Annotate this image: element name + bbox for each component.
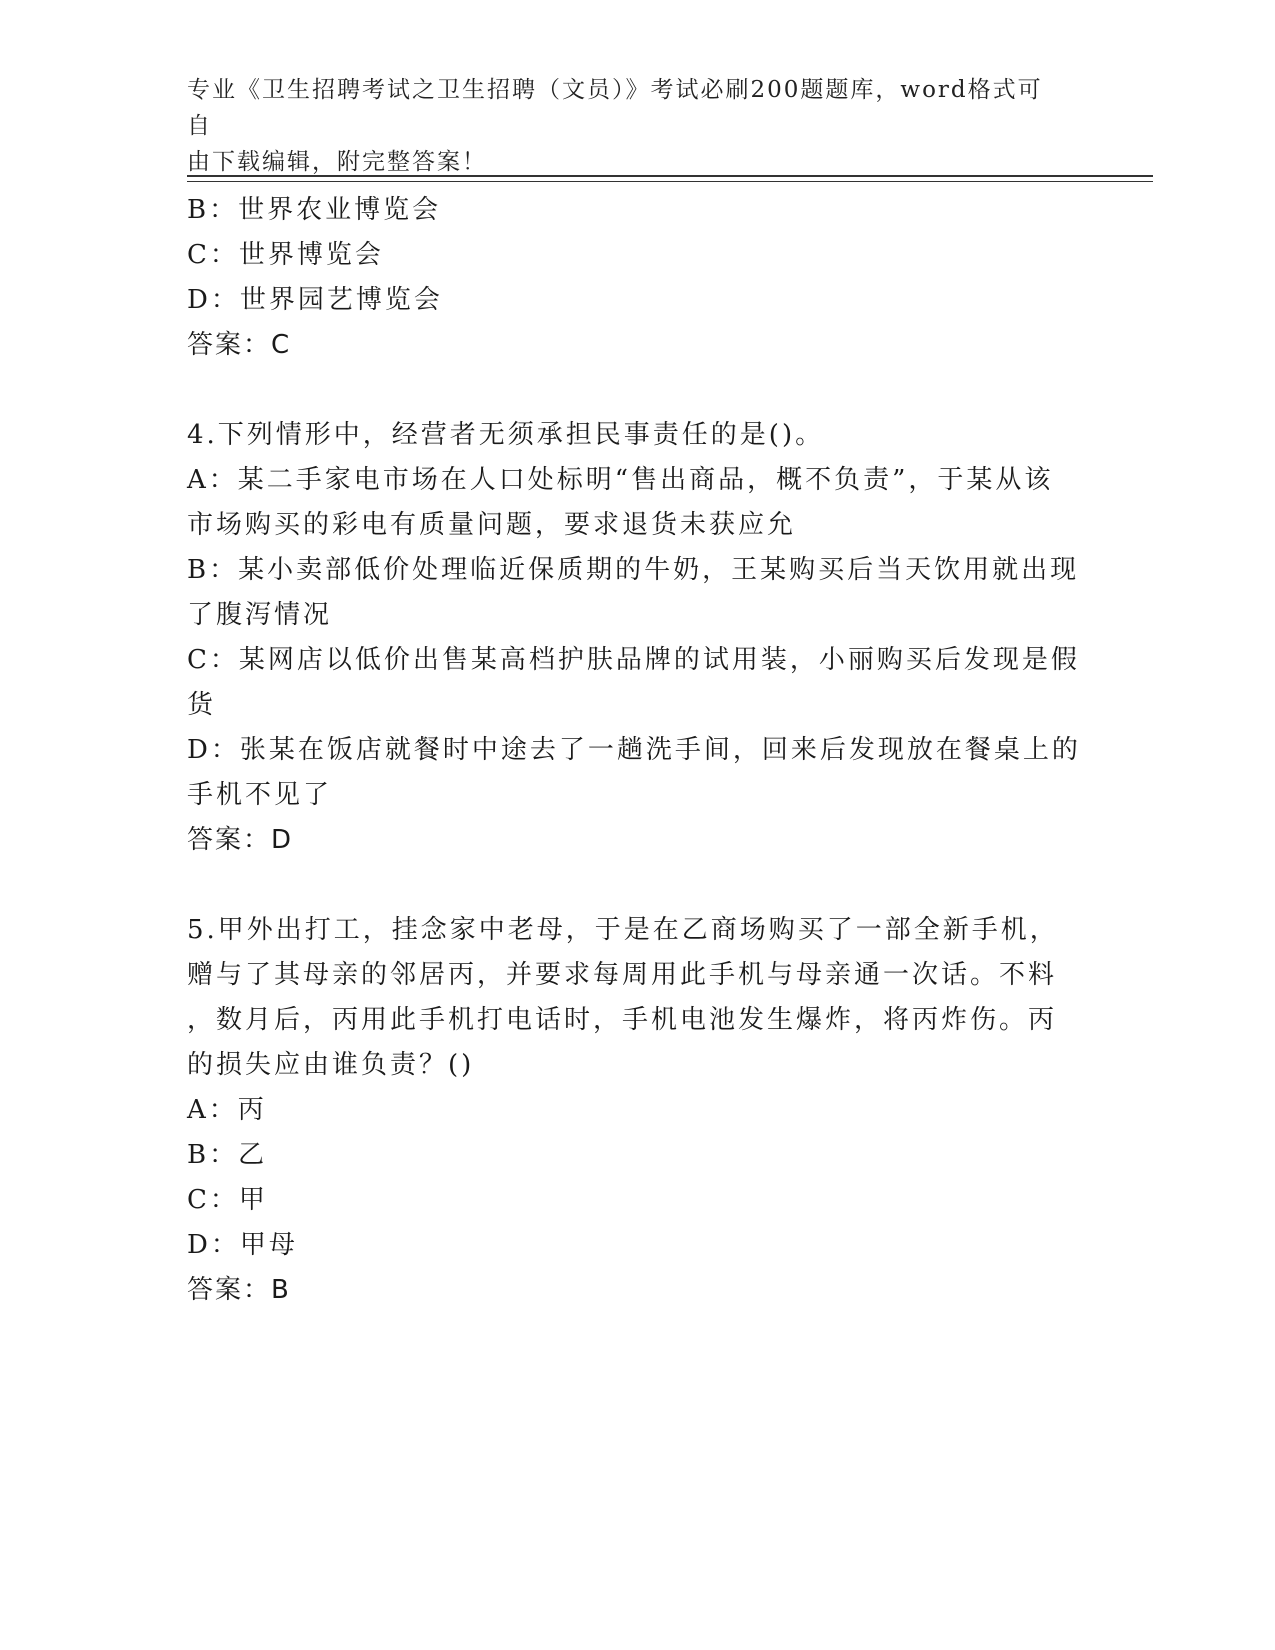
- q3-answer: 答案：C: [187, 330, 292, 360]
- header-divider-thick: [187, 175, 1153, 177]
- q5-stem-line-3: ，数月后，丙用此手机打电话时，手机电池发生爆炸，将丙炸伤。丙: [187, 1005, 1058, 1035]
- header-divider-thin: [187, 181, 1153, 182]
- q3-option-d: D：世界园艺博览会: [187, 285, 443, 315]
- q5-stem-line-2: 赠与了其母亲的邻居丙，并要求每周用此手机与母亲通一次话。不料: [187, 960, 1058, 990]
- q3-option-c: C：世界博览会: [187, 240, 384, 270]
- q4-answer: 答案：D: [187, 825, 294, 855]
- q4-option-d-line-2: 手机不见了: [187, 780, 333, 810]
- header-line-2: 由下载编辑，附完整答案！: [187, 149, 487, 175]
- q5-option-c: C：甲: [187, 1185, 268, 1215]
- q5-option-d: D：甲母: [187, 1230, 298, 1260]
- q4-stem: 4.下列情形中，经营者无须承担民事责任的是()。: [187, 420, 825, 450]
- spacer: [187, 368, 1077, 413]
- q4-option-b-line-1: B：某小卖部低价处理临近保质期的牛奶，王某购买后当天饮用就出现: [187, 555, 1080, 585]
- q4-option-d-line-1: D：张某在饭店就餐时中途去了一趟洗手间，回来后发现放在餐桌上的: [187, 735, 1081, 765]
- q5-answer: 答案：B: [187, 1275, 291, 1305]
- q4-option-c-line-1: C：某网店以低价出售某高档护肤品牌的试用装，小丽购买后发现是假: [187, 645, 1080, 675]
- question-3-block: [187, 188, 1077, 368]
- q4-option-a-line-1: A：某二手家电市场在人口处标明“售出商品，概不负责”，于某从该: [187, 465, 1054, 495]
- document-header: [187, 72, 1067, 180]
- q5-stem-line-1: 5.甲外出打工，挂念家中老母，于是在乙商场购买了一部全新手机，: [187, 915, 1059, 945]
- q4-option-c-line-2: 货: [187, 690, 217, 720]
- question-5-block: [187, 908, 1077, 1313]
- q4-option-b-line-2: 了腹泻情况: [187, 600, 333, 630]
- header-line-1: 专业《卫生招聘考试之卫生招聘（文员）》考试必刷200题题库，word格式可自: [187, 77, 1043, 139]
- spacer: [187, 863, 1077, 908]
- q3-option-b: B：世界农业博览会: [187, 195, 442, 225]
- q5-option-b: B：乙: [187, 1140, 268, 1170]
- q4-option-a-line-2: 市场购买的彩电有质量问题，要求退货未获应允: [187, 510, 797, 540]
- question-4-block: [187, 413, 1081, 863]
- q5-stem-line-4: 的损失应由谁负责？(): [187, 1050, 475, 1080]
- q5-option-a: A：丙: [187, 1095, 267, 1125]
- question-content: [187, 188, 1081, 1313]
